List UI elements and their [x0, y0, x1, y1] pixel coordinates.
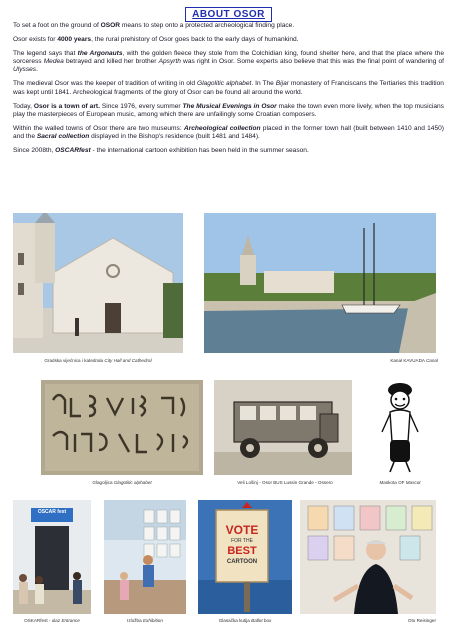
text-run: make the town even more lively, when the top musicians play the masterpieces of European music, among which there are unfailingly some Croatian composers.	[13, 102, 444, 118]
text-italic: Glagolitic alphabet	[196, 80, 252, 88]
caption-exhibition	[104, 618, 186, 623]
caption-text: OSKARfest - ulaz	[24, 618, 62, 623]
text-run: . In The	[251, 80, 276, 88]
caption-entrance	[13, 618, 91, 623]
text-run: , the rural prehistory of Osor goes back to the early days of humankind.	[91, 36, 299, 44]
caption-text-italic: Exhibition	[142, 618, 163, 623]
caption-text: Veli Lošinj - Osor BUS Lussin Grande - Ossero	[237, 480, 333, 485]
text-bold: Osor is a town of art.	[33, 102, 100, 110]
vote-sign	[216, 524, 268, 565]
caption-text: Gradska vijećnica i katedrala	[44, 358, 105, 363]
article-body	[13, 22, 444, 161]
caption-text-italic: Canal	[425, 358, 438, 363]
ballot-box-photo	[198, 500, 292, 614]
caption-text-italic: Entrance	[61, 618, 80, 623]
text-bold-italic: the Argonauts	[77, 50, 123, 58]
vote-sign-line2: FOR THE	[231, 538, 253, 544]
caption-text: Glasačka kutija	[218, 618, 252, 623]
caption-text-italic: Glagolitic alphabet	[113, 480, 152, 485]
caption-text-italic: Mascot	[405, 480, 421, 485]
exhibition-photo	[104, 500, 186, 614]
page-title: ABOUT OSOR	[185, 7, 272, 22]
text-run: To set a foot on the ground of	[13, 22, 101, 29]
caption-text: Kanal KAVUADA	[390, 358, 426, 363]
caption-ballot-box	[198, 618, 292, 623]
text-run: betrayed and killed her brother	[63, 58, 159, 66]
caption-text: Glagoljica	[92, 480, 114, 485]
caption-text-italic: City Hall and Cathedral	[104, 358, 152, 363]
text-italic: Medea	[43, 58, 64, 66]
text-bold-italic: OSCARfest	[55, 147, 91, 155]
caption-bus	[200, 480, 370, 485]
paragraph-1	[13, 22, 444, 30]
canal-photo	[204, 213, 436, 353]
text-run: Since 2008th,	[13, 147, 56, 155]
text-run: .	[36, 66, 38, 74]
paragraph-3	[13, 50, 444, 74]
paragraph-4	[13, 80, 444, 96]
text-run: displayed in the Bishop's residence (built 1481 and 1484).	[89, 132, 260, 140]
paragraph-2	[13, 36, 444, 44]
caption-text: Maskota OF	[379, 480, 406, 485]
bus-photo	[214, 380, 352, 475]
entrance-photo	[13, 500, 91, 614]
vote-sign-line4: CARTOON	[226, 559, 258, 565]
cathedral-photo	[13, 213, 183, 353]
paragraph-7	[13, 147, 444, 155]
text-run: placed in the former town hall (built between 1410 and 1450) and the	[13, 124, 444, 140]
caption-text: Oto Reisinger	[407, 618, 436, 623]
paragraph-5	[13, 103, 444, 119]
caption-mascot	[366, 480, 434, 485]
glagolitic-photo	[41, 380, 203, 475]
text-italic: Ulysses	[13, 66, 37, 74]
reisinger-photo	[300, 500, 436, 614]
text-run: The legend says that	[13, 50, 78, 58]
text-bold-italic: Archeological collection	[183, 124, 261, 132]
text-bold: OSOR	[100, 22, 121, 29]
text-italic: Bijar	[275, 80, 289, 88]
text-run: was right in Osor. Some experts also believe that this was the final point of wandering of	[180, 58, 444, 66]
caption-glagolitic	[41, 480, 203, 485]
vote-sign-line3: BEST	[227, 545, 257, 557]
text-run: The medieval Osor was the keeper of tradition of writing in old	[13, 80, 197, 88]
vote-sign-line1: VOTE	[225, 523, 259, 537]
text-run: Osor exists for	[13, 36, 58, 44]
text-run: means to step onto a protected archeological finding place.	[120, 22, 295, 29]
paragraph-6	[13, 125, 444, 141]
entrance-sign: OSCAR fest	[37, 509, 67, 515]
text-run: Today,	[13, 102, 34, 110]
text-run: - the international cartoon exhibition has been held in the summer season.	[90, 147, 309, 155]
mascot-drawing	[376, 378, 424, 475]
caption-reisinger	[300, 618, 436, 623]
title-wrap	[0, 4, 457, 22]
text-run: monastery of Franciscans the Tertiaries this tradition was kept until 1841. Archeological fragments of the glory of Osor can be found all around the world.	[13, 80, 444, 96]
text-run: Within the walled towns of Osor there are two museums:	[13, 124, 184, 132]
text-bold-italic: The Musical Evenings in Osor	[182, 102, 277, 110]
text-run: , with the golden fleece they stole from the Colchidian king, found shelter here, and that the place where the sorceress	[13, 50, 445, 66]
text-italic: Apsyrth	[158, 58, 181, 66]
text-run: Since 1976, every summer	[99, 102, 183, 110]
caption-text-italic: Ballot box	[251, 618, 272, 623]
text-bold: 4000 years	[57, 36, 92, 44]
caption-text: Izložba	[127, 618, 143, 623]
caption-cathedral	[13, 358, 183, 363]
caption-canal	[320, 358, 438, 363]
text-bold-italic: Sacral collection	[36, 132, 90, 140]
